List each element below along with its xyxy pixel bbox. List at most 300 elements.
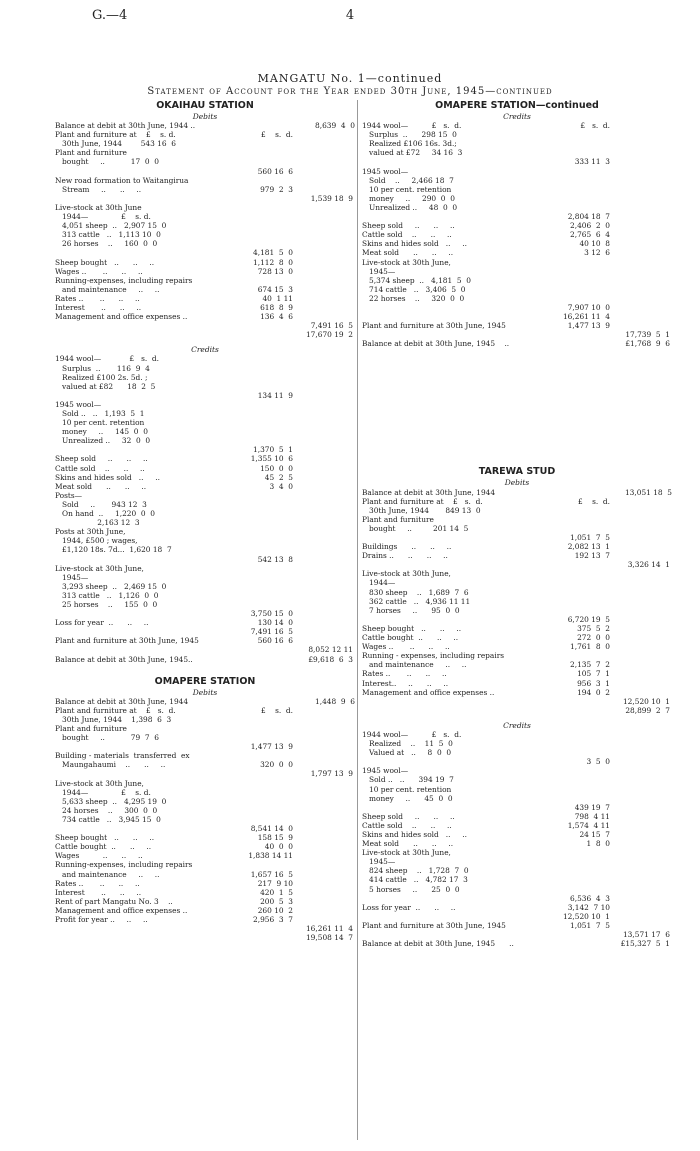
ledger-row	[362, 660, 672, 669]
ledger-label: Sheep bought .. .. ..	[55, 257, 155, 267]
ledger-amount: 45 2 5	[264, 472, 293, 482]
ledger-label: Sheep sold .. .. ..	[362, 811, 455, 821]
ledger-label: Unrealized .. 48 0 0	[362, 202, 458, 212]
ledger-amount: 333 11 3	[574, 157, 610, 167]
ledger-amount: 375 5 2	[577, 623, 610, 633]
ledger-row	[362, 875, 672, 884]
omapere-debits	[55, 697, 355, 943]
ledger-row	[55, 321, 355, 330]
ledger-row	[362, 276, 672, 285]
ledger-label: Rates .. .. .. ..	[362, 669, 447, 679]
ledger-label: 30th June, 1944 849 13 0	[362, 505, 481, 515]
ledger-label: Meat sold .. .. ..	[362, 248, 454, 258]
ledger-row	[362, 939, 672, 948]
ledger-row	[362, 633, 672, 642]
ledger-label: 1945—	[362, 266, 396, 276]
ledger-row	[362, 775, 672, 784]
ledger-amount: 542 13 8	[257, 554, 293, 564]
ledger-row	[362, 497, 672, 506]
ledger-amount: 40 1 11	[262, 293, 293, 303]
ledger-amount: 560 16 6	[257, 636, 293, 646]
ledger-row	[55, 445, 355, 454]
ledger-row	[55, 518, 355, 527]
tarewa-credits-heading: Credits	[503, 720, 531, 730]
ledger-label: Live-stock at 30th June,	[55, 778, 144, 788]
ledger-row	[55, 364, 355, 373]
ledger-label: Plant and furniture	[362, 514, 434, 524]
ledger-row	[55, 655, 355, 664]
ledger-label: Wages .. .. .. ..	[55, 266, 143, 276]
ledger-row	[362, 185, 672, 194]
ledger-row	[362, 212, 672, 221]
ledger-amount: 3 5 0	[586, 757, 610, 767]
ledger-label: Skins and hides sold .. ..	[55, 472, 160, 482]
ledger-amount: 1,657 16 5	[250, 869, 293, 879]
okaihau-debits	[55, 121, 355, 339]
ledger-row	[55, 924, 355, 933]
ledger-label: 313 cattle .. 1,113 10 0	[55, 230, 161, 240]
ledger-label: 26 horses .. 160 0 0	[55, 239, 158, 249]
ledger-amount: 7,491 16 5	[310, 321, 353, 331]
ledger-row	[362, 921, 672, 930]
ledger-amount: 1,539 18 9	[310, 193, 353, 203]
ledger-label: Balance at debit at 30th June, 1944 ..	[55, 121, 196, 131]
ledger-row	[55, 573, 355, 582]
ledger-row	[55, 139, 355, 148]
ledger-label: Unrealized .. 32 0 0	[55, 436, 151, 446]
ledger-row	[55, 491, 355, 500]
ledger-amount: 8,052 12 11	[308, 645, 353, 655]
ledger-label: Realized £106 16s. 3d.;	[362, 139, 457, 149]
ledger-label: Interest .. .. ..	[55, 302, 142, 312]
ledger-label: Wages .. .. ..	[55, 851, 143, 861]
ledger-row	[362, 903, 672, 912]
ledger-label: Plant and furniture at £ s. d.	[55, 130, 176, 140]
ledger-row	[362, 794, 672, 803]
ledger-amount: 728 13 0	[257, 266, 293, 276]
ledger-row	[362, 821, 672, 830]
ledger-label: Cattle sold .. .. ..	[362, 230, 452, 240]
ledger-row	[55, 230, 355, 239]
ledger-row	[55, 797, 355, 806]
ledger-label: 1944— £ s. d.	[55, 787, 151, 797]
ledger-row	[362, 624, 672, 633]
ledger-row	[362, 148, 672, 157]
ledger-amount: 1,477 13 9	[567, 321, 610, 331]
ledger-amount: 3,326 14 1	[627, 560, 670, 570]
ledger-row	[55, 509, 355, 518]
ledger-amount: £9,618 6 3	[308, 654, 353, 664]
ledger-label: Skins and hides sold .. ..	[362, 830, 467, 839]
ledger-amount: 560 16 6	[257, 166, 293, 176]
ledger-row	[55, 860, 355, 869]
ledger-row	[55, 203, 355, 212]
ledger-amount: 217 9 10	[257, 878, 293, 888]
ledger-amount: 8,639 4 0	[315, 121, 355, 131]
ledger-label: 313 cattle .. 1,126 0 0	[55, 590, 159, 600]
ledger-row	[55, 418, 355, 427]
ledger-label: Management and office expenses ..	[55, 312, 188, 322]
ledger-row	[362, 221, 672, 230]
ledger-amount: 7,491 16 5	[250, 627, 293, 637]
ledger-row	[362, 730, 672, 739]
ledger-row	[55, 427, 355, 436]
ledger-row	[362, 785, 672, 794]
ledger-amount: 2,804 18 7	[567, 212, 610, 222]
ledger-row	[362, 194, 672, 203]
ledger-label: Management and office expenses ..	[55, 905, 188, 915]
ledger-label: Balance at debit at 30th June, 1945..	[55, 654, 193, 664]
ledger-amount: 7,907 10 0	[567, 302, 610, 312]
ledger-row	[55, 564, 355, 573]
ledger-amount: £15,327 5 1	[620, 939, 670, 949]
ledger-amount: 24 15 7	[579, 830, 610, 839]
ledger-amount: 12,520 10 1	[562, 911, 610, 921]
ledger-row	[362, 578, 672, 587]
ledger-row	[55, 239, 355, 248]
ledger-amount: 130 14 0	[257, 618, 293, 628]
ledger-row	[362, 748, 672, 757]
ledger-amount: 979 2 3	[260, 184, 293, 194]
ledger-label: Running-expenses, including repairs	[55, 275, 193, 285]
ledger-row	[362, 642, 672, 651]
ledger-label: Meat sold .. .. ..	[362, 839, 454, 849]
ledger-label: 1945 wool—	[362, 166, 409, 176]
ledger-row	[55, 779, 355, 788]
ledger-amount: 420 1 5	[260, 887, 293, 897]
ledger-label: Stream .. .. ..	[55, 184, 142, 194]
ledger-label: Balance at debit at 30th June, 1945 ..	[362, 339, 510, 349]
ledger-row	[55, 248, 355, 257]
ledger-label: Interest.. .. .. ..	[362, 678, 449, 688]
ledger-row	[55, 382, 355, 391]
ledger-row	[55, 536, 355, 545]
ledger-row	[55, 400, 355, 409]
ledger-row	[362, 588, 672, 597]
ledger-row	[55, 464, 355, 473]
ledger-row	[362, 597, 672, 606]
omapere-continued-title: OMAPERE STATION—continued	[435, 100, 599, 111]
ledger-row	[55, 555, 355, 564]
ledger-amount: 2,765 6 4	[570, 230, 610, 240]
ledger-label: Balance at debit at 30th June, 1944	[55, 696, 189, 706]
ledger-label: Plant and furniture at £ s. d.	[362, 496, 483, 506]
ledger-row	[362, 130, 672, 139]
ledger-row	[362, 606, 672, 615]
document-title: MANGATU No. 1—continued	[257, 72, 443, 85]
ledger-row	[362, 766, 672, 775]
ledger-label: Drains .. .. .. ..	[362, 551, 448, 561]
ledger-label: Maungahaumi .. .. ..	[55, 760, 166, 770]
okaihau-debits-heading: Debits	[192, 112, 218, 121]
ledger-row	[362, 651, 672, 660]
ledger-amount: 17,739 5 1	[625, 330, 670, 340]
ledger-label: 714 cattle .. 3,406 5 0	[362, 284, 466, 294]
ledger-row	[55, 636, 355, 645]
ledger-row	[55, 185, 355, 194]
ledger-row	[362, 488, 672, 497]
ledger-amount: 200 5 3	[260, 896, 293, 906]
ledger-label: 1945—	[55, 572, 89, 582]
ledger-row	[55, 130, 355, 139]
ledger-row	[362, 321, 672, 330]
ledger-amount: 40 0 0	[264, 842, 293, 852]
ledger-label: money .. 145 0 0	[55, 427, 148, 437]
ledger-label: 734 cattle .. 3,945 15 0	[55, 814, 161, 824]
ledger-row	[55, 760, 355, 769]
tarewa-debits	[362, 488, 672, 715]
statement-subtitle: Statement of Account for the Year ended 30th June, 1945—continued	[147, 86, 553, 97]
ledger-row	[362, 506, 672, 515]
ledger-amount: 1,051 7 5	[570, 533, 610, 542]
ledger-label: Sheep bought .. .. ..	[362, 623, 462, 633]
ledger-amount: 272 0 0	[577, 633, 610, 643]
ledger-label: 1944— £ s. d.	[55, 212, 151, 222]
ledger-label: On hand .. 1,220 0 0	[55, 509, 155, 519]
ledger-row	[55, 915, 355, 924]
ledger-label: 24 horses .. 300 0 0	[55, 805, 158, 815]
omapere-credits-heading: Credits	[503, 112, 531, 121]
ledger-label: 1944, £500 ; wages,	[55, 536, 138, 546]
ledger-amount: 12,520 10 1	[622, 696, 670, 706]
ledger-row	[55, 715, 355, 724]
ledger-row	[362, 533, 672, 542]
ledger-label: Valued at .. 8 0 0	[362, 748, 452, 758]
ledger-label: money .. 290 0 0	[362, 193, 455, 203]
ledger-label: Sheep bought .. .. ..	[55, 833, 155, 843]
ledger-amount: £1,768 9 6	[625, 339, 670, 349]
ledger-row	[362, 524, 672, 533]
ledger-label: 10 per cent. retention	[55, 418, 145, 428]
ledger-label: 1944 wool— £ s. d.	[362, 729, 462, 739]
ledger-row	[362, 139, 672, 148]
ledger-amount: 320 0 0	[260, 760, 293, 770]
ledger-label: Live-stock at 30th June	[55, 202, 142, 212]
ledger-amount: 40 10 8	[579, 239, 610, 249]
ledger-row	[362, 930, 672, 939]
ledger-label: valued at £82 18 2 5	[55, 381, 156, 391]
ledger-row	[362, 739, 672, 748]
ledger-label: Loss for year .. .. ..	[55, 618, 149, 628]
ledger-amount: 1,838 14 11	[248, 851, 293, 861]
ledger-label: 25 horses .. 155 0 0	[55, 599, 158, 609]
ledger-label: Running - expenses, including repairs	[362, 651, 505, 661]
ledger-row	[362, 239, 672, 248]
ledger-label: 10 per cent. retention	[362, 184, 452, 194]
ledger-amount: 3 4 0	[269, 481, 293, 491]
ledger-row	[55, 527, 355, 536]
ledger-row	[362, 330, 672, 339]
ledger-row	[55, 157, 355, 166]
ledger-row	[55, 933, 355, 942]
ledger-label: Profit for year .. .. ..	[55, 914, 148, 924]
ledger-label: Sheep sold .. .. ..	[55, 454, 148, 464]
ledger-label: Building - materials transferred ex	[55, 751, 190, 761]
ledger-amount: 2,956 3 7	[253, 914, 293, 924]
ledger-label: Plant and furniture at 30th June, 1945	[55, 636, 199, 646]
ledger-row	[55, 391, 355, 400]
ledger-label: and maintenance .. ..	[55, 869, 160, 879]
ledger-label: Sold .. .. 394 19 7	[362, 775, 454, 785]
ledger-amount: 192 13 7	[574, 551, 610, 561]
ledger-label: Balance at debit at 30th June, 1945 ..	[362, 939, 514, 949]
ledger-amount: 3 12 6	[584, 248, 610, 258]
ledger-row	[55, 806, 355, 815]
ledger-label: Balance at debit at 30th June, 1944	[362, 487, 496, 497]
ledger-label: Cattle sold .. .. ..	[362, 820, 452, 830]
ledger-label: 824 sheep .. 1,728 7 0	[362, 866, 469, 876]
ledger-label: 1944 wool— £ s. d.	[362, 121, 462, 131]
ledger-amount: 16,261 11 4	[562, 312, 610, 322]
ledger-label: Sold .. 943 12 3	[55, 499, 147, 509]
ledger-amount: 1,370 5 1	[253, 445, 293, 455]
omapere-debits-heading: Debits	[192, 687, 218, 697]
ledger-label: Plant and furniture at 30th June, 1945	[362, 321, 506, 331]
ledger-amount: 6,720 19 5	[567, 614, 610, 624]
ledger-row	[55, 258, 355, 267]
ledger-amount: 13,571 17 6	[622, 930, 670, 940]
ledger-row	[55, 697, 355, 706]
left-column	[55, 100, 355, 942]
ledger-row	[362, 803, 672, 812]
ledger-row	[55, 354, 355, 363]
ledger-amount: 6,536 4 3	[570, 893, 610, 903]
ledger-label: 1945 wool—	[362, 766, 409, 776]
ledger-label: 1945 wool—	[55, 399, 102, 409]
ledger-label: and maintenance .. ..	[55, 284, 160, 294]
ledger-row	[362, 203, 672, 212]
ledger-label: Realized £100 2s. 5d. ;	[55, 372, 148, 382]
ledger-amount: £ s. d.	[580, 121, 610, 131]
omapere-title: OMAPERE STATION	[154, 675, 256, 687]
ledger-row	[362, 866, 672, 875]
okaihau-credits-heading: Credits	[191, 345, 219, 355]
ledger-row	[362, 121, 672, 130]
ledger-row	[55, 482, 355, 491]
tarewa-debits-heading: Debits	[504, 478, 530, 488]
ledger-amount: 158 15 9	[257, 833, 293, 843]
ledger-label: Skins and hides sold .. ..	[362, 239, 467, 249]
ledger-row	[55, 842, 355, 851]
ledger-amount: 1,355 10 6	[250, 454, 293, 464]
ledger-amount: 260 10 2	[257, 905, 293, 915]
ledger-row	[55, 888, 355, 897]
ledger-amount: 1 8 0	[586, 839, 610, 849]
ledger-amount: 17,670 19 2	[305, 330, 353, 340]
ledger-label: Plant and furniture at £ s. d.	[55, 705, 176, 715]
ledger-row	[362, 812, 672, 821]
ledger-row	[55, 294, 355, 303]
ledger-row	[55, 121, 355, 130]
ledger-row	[362, 697, 672, 706]
ledger-row	[362, 848, 672, 857]
ledger-row	[55, 473, 355, 482]
ledger-row	[55, 212, 355, 221]
ledger-amount: 2,135 7 2	[570, 660, 610, 670]
ledger-label: and maintenance .. ..	[362, 660, 467, 670]
ledger-label: Live-stock at 30th June,	[362, 257, 451, 267]
ledger-amount: 3,142 7 10	[567, 902, 610, 912]
ledger-row	[55, 373, 355, 382]
ledger-row	[362, 688, 672, 697]
ledger-row	[55, 436, 355, 445]
ledger-row	[55, 906, 355, 915]
ledger-label: Live-stock at 30th June,	[55, 563, 144, 573]
ledger-amount: 105 7 1	[577, 669, 610, 679]
ledger-amount: 136 4 6	[260, 312, 293, 322]
ledger-amount: 4,181 5 0	[253, 248, 293, 258]
ledger-label: Meat sold .. .. ..	[55, 481, 147, 491]
ledger-amount: 150 0 0	[260, 463, 293, 473]
ledger-label: Surplus .. 298 15 0	[362, 130, 457, 140]
ledger-label: 830 sheep .. 1,689 7 6	[362, 587, 469, 597]
ledger-row	[362, 285, 672, 294]
ledger-row	[55, 312, 355, 321]
ledger-row	[362, 569, 672, 578]
ledger-amount: 1,051 7 5	[570, 920, 610, 930]
ledger-amount: 1,477 13 9	[250, 742, 293, 752]
ledger-row	[362, 312, 672, 321]
ledger-label: 7 horses .. 95 0 0	[362, 605, 460, 615]
ledger-row	[55, 330, 355, 339]
ledger-row	[362, 757, 672, 766]
ledger-label: Sheep sold .. .. ..	[362, 221, 455, 231]
ledger-row	[362, 615, 672, 624]
ledger-label: Loss for year .. .. ..	[362, 902, 456, 912]
ledger-amount: 28,899 2 7	[625, 705, 670, 715]
ledger-label: Plant and furniture at 30th June, 1945	[362, 920, 506, 930]
ledger-amount: 3,750 15 0	[250, 609, 293, 619]
ledger-label: 1945—	[362, 857, 396, 867]
ledger-label: 5,374 sheep .. 4,181 5 0	[362, 275, 471, 285]
tarewa-credits	[362, 730, 672, 948]
ledger-label: bought .. 79 7 6	[55, 733, 159, 743]
ledger-row	[55, 879, 355, 888]
ledger-amount: 674 15 3	[257, 284, 293, 294]
ledger-row	[55, 706, 355, 715]
ledger-label: Posts at 30th June,	[55, 527, 126, 537]
ledger-row	[55, 176, 355, 185]
ledger-amount: £ s. d.	[260, 705, 293, 715]
ledger-label: £1,120 18s. 7d... 1,620 18 7	[55, 545, 172, 555]
okaihau-credits	[55, 354, 355, 663]
ledger-row	[362, 258, 672, 267]
ledger-row	[362, 839, 672, 848]
ledger-row	[362, 551, 672, 560]
ledger-row	[55, 724, 355, 733]
ledger-label: Posts—	[55, 490, 83, 500]
ledger-row	[55, 733, 355, 742]
ledger-amount: 8,541 14 0	[250, 824, 293, 834]
ledger-amount: 1,112 8 0	[253, 257, 293, 267]
ledger-label: 30th June, 1944 1,398 6 3	[55, 714, 172, 724]
ledger-amount: 1,797 13 9	[310, 769, 353, 779]
ledger-row	[362, 167, 672, 176]
ledger-row	[55, 609, 355, 618]
ledger-label: 30th June, 1944 543 16 6	[55, 139, 176, 149]
ledger-row	[362, 669, 672, 678]
ledger-amount: 19,508 14 7	[305, 933, 353, 943]
ledger-row	[362, 157, 672, 166]
ledger-amount: £ s. d.	[577, 496, 610, 506]
ledger-label: 1944—	[362, 578, 396, 588]
ledger-label: New road formation to Waitangirua	[55, 175, 189, 185]
ledger-amount: 1,448 9 6	[315, 696, 355, 706]
ledger-row	[362, 706, 672, 715]
ledger-label: Management and office expenses ..	[362, 687, 495, 697]
document-reference: G.—4	[92, 8, 128, 23]
ledger-label: Rates .. .. .. ..	[55, 293, 140, 303]
